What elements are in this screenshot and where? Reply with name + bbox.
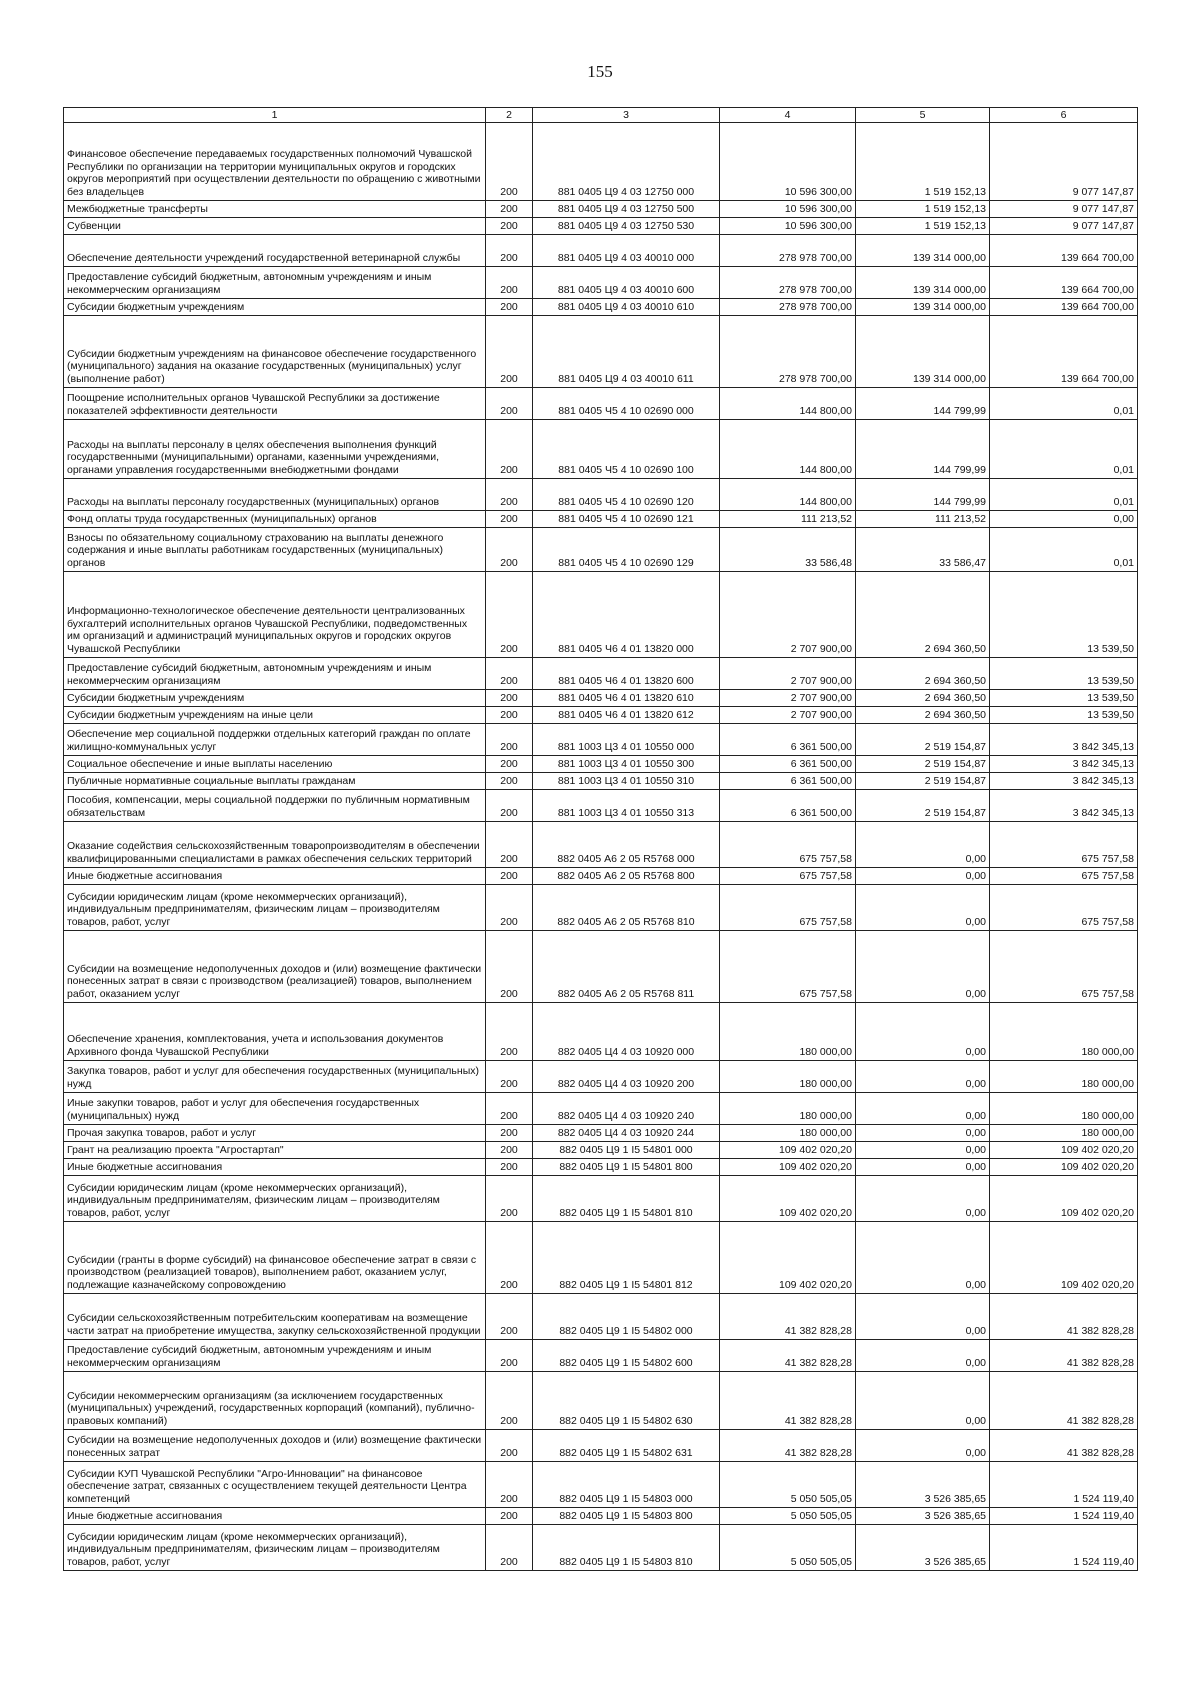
row-value-executed-cell: 0,00 (856, 1340, 990, 1372)
row-value-executed-cell: 0,00 (856, 1142, 990, 1159)
row-value-assigned-cell: 2 707 900,00 (720, 658, 856, 690)
row-code-cell: 200 (486, 885, 533, 931)
row-code-cell: 200 (486, 1142, 533, 1159)
row-kbk-cell: 882 0405 Ц4 4 03 10920 244 (533, 1125, 720, 1142)
row-kbk-cell: 881 1003 Ц3 4 01 10550 313 (533, 790, 720, 822)
table-row (64, 1430, 1138, 1462)
row-code-cell: 200 (486, 1061, 533, 1093)
row-value-executed-cell: 0,00 (856, 1159, 990, 1176)
row-code-cell: 200 (486, 1294, 533, 1340)
table-row (64, 1159, 1138, 1176)
table-row (64, 388, 1138, 420)
row-value-assigned-cell: 109 402 020,20 (720, 1222, 856, 1294)
row-value-executed-cell: 111 213,52 (856, 511, 990, 528)
row-value-executed-cell: 1 519 152,13 (856, 123, 990, 201)
row-value-executed-cell: 0,00 (856, 931, 990, 1003)
column-header: 3 (533, 108, 720, 123)
row-code-cell: 200 (486, 479, 533, 511)
row-value-remaining-cell: 0,00 (990, 511, 1138, 528)
row-kbk-cell: 882 0405 Ц9 1 I5 54802 630 (533, 1372, 720, 1430)
row-value-executed-cell: 139 314 000,00 (856, 267, 990, 299)
row-kbk-cell: 881 0405 Ч5 4 10 02690 100 (533, 420, 720, 479)
row-name-cell: Субсидии бюджетным учреждениям на финансовое обеспечение государственного (муниципального) задания на оказание государственных (муниципальных) услуг (выполнение работ) (64, 316, 486, 388)
row-code-cell: 200 (486, 1462, 533, 1508)
table-row (64, 1093, 1138, 1125)
row-value-remaining-cell: 139 664 700,00 (990, 299, 1138, 316)
table-row (64, 773, 1138, 790)
row-value-executed-cell: 2 519 154,87 (856, 790, 990, 822)
row-value-assigned-cell: 180 000,00 (720, 1061, 856, 1093)
row-code-cell: 200 (486, 267, 533, 299)
row-value-executed-cell: 0,00 (856, 1176, 990, 1222)
row-code-cell: 200 (486, 1508, 533, 1525)
row-code-cell: 200 (486, 658, 533, 690)
row-value-executed-cell: 0,00 (856, 1061, 990, 1093)
row-name-cell: Субсидии бюджетным учреждениям (64, 690, 486, 707)
row-kbk-cell: 882 0405 Ц9 1 I5 54801 810 (533, 1176, 720, 1222)
row-name-cell: Финансовое обеспечение передаваемых государственных полномочий Чувашской Республики по организации на территории муниципальных округов и городских округов мероприятий при осуществлении деятельности по обращению с животными без владельцев (64, 123, 486, 201)
row-name-cell: Предоставление субсидий бюджетным, автономным учреждениям и иным некоммерческим организациям (64, 267, 486, 299)
row-value-executed-cell: 1 519 152,13 (856, 201, 990, 218)
table-row (64, 790, 1138, 822)
row-value-executed-cell: 0,00 (856, 885, 990, 931)
table-row (64, 528, 1138, 572)
row-value-assigned-cell: 6 361 500,00 (720, 724, 856, 756)
row-value-executed-cell: 0,00 (856, 1003, 990, 1061)
row-value-remaining-cell: 139 664 700,00 (990, 235, 1138, 267)
row-value-executed-cell: 0,00 (856, 1430, 990, 1462)
row-code-cell: 200 (486, 756, 533, 773)
row-name-cell: Субсидии КУП Чувашской Республики "Агро-Инновации" на финансовое обеспечение затрат, связанных с осуществлением текущей деятельности Центра компетенций (64, 1462, 486, 1508)
row-value-executed-cell: 0,00 (856, 1222, 990, 1294)
row-kbk-cell: 882 0405 Ц9 1 I5 54803 800 (533, 1508, 720, 1525)
row-code-cell: 200 (486, 1176, 533, 1222)
row-kbk-cell: 882 0405 Ц9 1 I5 54801 000 (533, 1142, 720, 1159)
table-row (64, 316, 1138, 388)
row-value-remaining-cell: 0,01 (990, 420, 1138, 479)
row-value-assigned-cell: 5 050 505,05 (720, 1508, 856, 1525)
row-name-cell: Предоставление субсидий бюджетным, автономным учреждениям и иным некоммерческим организациям (64, 1340, 486, 1372)
row-value-remaining-cell: 41 382 828,28 (990, 1430, 1138, 1462)
row-value-remaining-cell: 180 000,00 (990, 1003, 1138, 1061)
row-kbk-cell: 881 0405 Ц9 4 03 40010 600 (533, 267, 720, 299)
row-value-executed-cell: 144 799,99 (856, 388, 990, 420)
row-value-remaining-cell: 13 539,50 (990, 690, 1138, 707)
row-code-cell: 200 (486, 868, 533, 885)
row-code-cell: 200 (486, 822, 533, 868)
row-code-cell: 200 (486, 1340, 533, 1372)
row-value-executed-cell: 144 799,99 (856, 479, 990, 511)
row-value-remaining-cell: 1 524 119,40 (990, 1525, 1138, 1571)
row-kbk-cell: 882 0405 Ц4 4 03 10920 200 (533, 1061, 720, 1093)
row-value-assigned-cell: 111 213,52 (720, 511, 856, 528)
table-row (64, 218, 1138, 235)
row-name-cell: Прочая закупка товаров, работ и услуг (64, 1125, 486, 1142)
row-value-remaining-cell: 180 000,00 (990, 1125, 1138, 1142)
row-value-executed-cell: 2 694 360,50 (856, 707, 990, 724)
row-kbk-cell: 882 0405 Ц9 1 I5 54801 812 (533, 1222, 720, 1294)
row-code-cell: 200 (486, 572, 533, 658)
row-name-cell: Обеспечение деятельности учреждений государственной ветеринарной службы (64, 235, 486, 267)
row-name-cell: Субсидии юридическим лицам (кроме некоммерческих организаций), индивидуальным предпринимателям, физическим лицам – производителям товаров, работ, услуг (64, 1176, 486, 1222)
table-row (64, 572, 1138, 658)
row-name-cell: Субвенции (64, 218, 486, 235)
row-value-remaining-cell: 109 402 020,20 (990, 1176, 1138, 1222)
row-value-assigned-cell: 33 586,48 (720, 528, 856, 572)
row-value-remaining-cell: 180 000,00 (990, 1093, 1138, 1125)
row-value-executed-cell: 0,00 (856, 1093, 990, 1125)
row-name-cell: Обеспечение мер социальной поддержки отдельных категорий граждан по оплате жилищно-коммунальных услуг (64, 724, 486, 756)
row-name-cell: Субсидии (гранты в форме субсидий) на финансовое обеспечение затрат в связи с производством (реализацией товаров), выполнением работ, оказанием услуг, подлежащие казначейскому сопровождению (64, 1222, 486, 1294)
row-code-cell: 200 (486, 1159, 533, 1176)
row-kbk-cell: 882 0405 Ц4 4 03 10920 000 (533, 1003, 720, 1061)
budget-table (63, 107, 1138, 1571)
row-name-cell: Иные закупки товаров, работ и услуг для обеспечения государственных (муниципальных) нужд (64, 1093, 486, 1125)
row-value-executed-cell: 0,00 (856, 1125, 990, 1142)
row-value-assigned-cell: 41 382 828,28 (720, 1294, 856, 1340)
row-kbk-cell: 882 0405 Ц9 1 I5 54802 000 (533, 1294, 720, 1340)
header-row (64, 108, 1138, 123)
row-value-remaining-cell: 3 842 345,13 (990, 790, 1138, 822)
row-kbk-cell: 881 0405 Ц9 4 03 40010 000 (533, 235, 720, 267)
row-name-cell: Субсидии сельскохозяйственным потребительским кооперативам на возмещение части затрат на приобретение имущества, закупку сельскохозяйственной продукции (64, 1294, 486, 1340)
row-code-cell: 200 (486, 235, 533, 267)
row-value-remaining-cell: 41 382 828,28 (990, 1340, 1138, 1372)
row-name-cell: Грант на реализацию проекта "Агростартап" (64, 1142, 486, 1159)
row-kbk-cell: 882 0405 Ц9 1 I5 54801 800 (533, 1159, 720, 1176)
page-number: 155 (587, 62, 613, 81)
row-value-remaining-cell: 3 842 345,13 (990, 773, 1138, 790)
row-value-assigned-cell: 2 707 900,00 (720, 690, 856, 707)
row-value-executed-cell: 139 314 000,00 (856, 235, 990, 267)
row-kbk-cell: 882 0405 А6 2 05 R5768 800 (533, 868, 720, 885)
row-value-executed-cell: 0,00 (856, 1372, 990, 1430)
row-name-cell: Расходы на выплаты персоналу государственных (муниципальных) органов (64, 479, 486, 511)
row-code-cell: 200 (486, 201, 533, 218)
row-kbk-cell: 881 0405 Ч5 4 10 02690 121 (533, 511, 720, 528)
row-value-remaining-cell: 0,01 (990, 388, 1138, 420)
row-value-assigned-cell: 144 800,00 (720, 420, 856, 479)
row-kbk-cell: 882 0405 Ц4 4 03 10920 240 (533, 1093, 720, 1125)
row-value-assigned-cell: 109 402 020,20 (720, 1159, 856, 1176)
column-header: 1 (64, 108, 486, 123)
row-code-cell: 200 (486, 1093, 533, 1125)
row-name-cell: Субсидии бюджетным учреждениям на иные цели (64, 707, 486, 724)
row-code-cell: 200 (486, 724, 533, 756)
row-value-assigned-cell: 6 361 500,00 (720, 773, 856, 790)
row-value-executed-cell: 2 519 154,87 (856, 724, 990, 756)
column-header: 5 (856, 108, 990, 123)
table-row (64, 885, 1138, 931)
row-value-assigned-cell: 109 402 020,20 (720, 1142, 856, 1159)
row-value-remaining-cell: 3 842 345,13 (990, 756, 1138, 773)
row-value-remaining-cell: 109 402 020,20 (990, 1159, 1138, 1176)
row-kbk-cell: 881 1003 Ц3 4 01 10550 310 (533, 773, 720, 790)
row-value-remaining-cell: 0,01 (990, 479, 1138, 511)
row-kbk-cell: 881 0405 Ч6 4 01 13820 610 (533, 690, 720, 707)
row-value-remaining-cell: 41 382 828,28 (990, 1294, 1138, 1340)
row-name-cell: Предоставление субсидий бюджетным, автономным учреждениям и иным некоммерческим организациям (64, 658, 486, 690)
table-row (64, 299, 1138, 316)
table-row (64, 1294, 1138, 1340)
row-value-remaining-cell: 180 000,00 (990, 1061, 1138, 1093)
row-value-assigned-cell: 675 757,58 (720, 868, 856, 885)
table-row (64, 724, 1138, 756)
row-name-cell: Субсидии юридическим лицам (кроме некоммерческих организаций), индивидуальным предпринимателям, физическим лицам – производителям товаров, работ, услуг (64, 1525, 486, 1571)
row-code-cell: 200 (486, 123, 533, 201)
row-name-cell: Иные бюджетные ассигнования (64, 1159, 486, 1176)
row-value-executed-cell: 0,00 (856, 1294, 990, 1340)
row-value-assigned-cell: 109 402 020,20 (720, 1176, 856, 1222)
row-value-remaining-cell: 41 382 828,28 (990, 1372, 1138, 1430)
row-value-remaining-cell: 13 539,50 (990, 572, 1138, 658)
row-name-cell: Пособия, компенсации, меры социальной поддержки по публичным нормативным обязательствам (64, 790, 486, 822)
row-value-remaining-cell: 675 757,58 (990, 868, 1138, 885)
table-row (64, 1222, 1138, 1294)
row-value-assigned-cell: 10 596 300,00 (720, 218, 856, 235)
row-name-cell: Субсидии некоммерческим организациям (за исключением государственных (муниципальных) учреждений, государственных корпораций (компаний), публично-правовых компаний) (64, 1372, 486, 1430)
row-kbk-cell: 881 0405 Ц9 4 03 12750 500 (533, 201, 720, 218)
row-code-cell: 200 (486, 1525, 533, 1571)
table-row (64, 1525, 1138, 1571)
row-code-cell: 200 (486, 931, 533, 1003)
row-value-executed-cell: 2 694 360,50 (856, 690, 990, 707)
row-value-executed-cell: 2 694 360,50 (856, 658, 990, 690)
row-name-cell: Социальное обеспечение и иные выплаты населению (64, 756, 486, 773)
row-value-executed-cell: 2 519 154,87 (856, 756, 990, 773)
row-name-cell: Оказание содействия сельскохозяйственным товаропроизводителям в обеспечении квалифицированными специалистами в рамках обеспечения сельских территорий (64, 822, 486, 868)
row-code-cell: 200 (486, 790, 533, 822)
row-value-remaining-cell: 0,01 (990, 528, 1138, 572)
row-name-cell: Публичные нормативные социальные выплаты гражданам (64, 773, 486, 790)
row-name-cell: Субсидии бюджетным учреждениям (64, 299, 486, 316)
row-kbk-cell: 882 0405 А6 2 05 R5768 811 (533, 931, 720, 1003)
table-row (64, 868, 1138, 885)
row-value-assigned-cell: 2 707 900,00 (720, 572, 856, 658)
row-name-cell: Поощрение исполнительных органов Чувашской Республики за достижение показателей эффективности деятельности (64, 388, 486, 420)
row-value-remaining-cell: 1 524 119,40 (990, 1462, 1138, 1508)
row-value-remaining-cell: 13 539,50 (990, 658, 1138, 690)
row-name-cell: Обеспечение хранения, комплектования, учета и использования документов Архивного фонда Чувашской Республики (64, 1003, 486, 1061)
row-code-cell: 200 (486, 511, 533, 528)
row-kbk-cell: 881 0405 Ч6 4 01 13820 612 (533, 707, 720, 724)
row-value-assigned-cell: 144 800,00 (720, 479, 856, 511)
table-row (64, 420, 1138, 479)
row-value-assigned-cell: 180 000,00 (720, 1093, 856, 1125)
row-value-remaining-cell: 9 077 147,87 (990, 218, 1138, 235)
row-code-cell: 200 (486, 707, 533, 724)
row-kbk-cell: 882 0405 А6 2 05 R5768 810 (533, 885, 720, 931)
row-value-assigned-cell: 6 361 500,00 (720, 756, 856, 773)
row-kbk-cell: 882 0405 А6 2 05 R5768 000 (533, 822, 720, 868)
row-kbk-cell: 881 0405 Ц9 4 03 12750 530 (533, 218, 720, 235)
table-row (64, 1142, 1138, 1159)
table-row (64, 235, 1138, 267)
row-name-cell: Иные бюджетные ассигнования (64, 1508, 486, 1525)
row-value-assigned-cell: 5 050 505,05 (720, 1462, 856, 1508)
row-value-executed-cell: 2 694 360,50 (856, 572, 990, 658)
row-code-cell: 200 (486, 316, 533, 388)
row-value-assigned-cell: 10 596 300,00 (720, 201, 856, 218)
row-value-executed-cell: 1 519 152,13 (856, 218, 990, 235)
row-value-executed-cell: 3 526 385,65 (856, 1525, 990, 1571)
row-value-remaining-cell: 13 539,50 (990, 707, 1138, 724)
row-name-cell: Фонд оплаты труда государственных (муниципальных) органов (64, 511, 486, 528)
row-kbk-cell: 881 1003 Ц3 4 01 10550 000 (533, 724, 720, 756)
table-body (64, 123, 1138, 1571)
row-value-assigned-cell: 675 757,58 (720, 885, 856, 931)
row-kbk-cell: 882 0405 Ц9 1 I5 54803 000 (533, 1462, 720, 1508)
row-kbk-cell: 881 0405 Ц9 4 03 12750 000 (533, 123, 720, 201)
row-name-cell: Информационно-технологическое обеспечение деятельности централизованных бухгалтерий исполнительных органов Чувашской Республики, подведомственных им организаций и администраций муниципальных округов и городских округов Чувашской Республики (64, 572, 486, 658)
row-code-cell: 200 (486, 1125, 533, 1142)
row-value-assigned-cell: 675 757,58 (720, 822, 856, 868)
row-kbk-cell: 881 0405 Ч6 4 01 13820 600 (533, 658, 720, 690)
row-code-cell: 200 (486, 388, 533, 420)
row-kbk-cell: 882 0405 Ц9 1 I5 54803 810 (533, 1525, 720, 1571)
row-code-cell: 200 (486, 420, 533, 479)
row-kbk-cell: 881 1003 Ц3 4 01 10550 300 (533, 756, 720, 773)
row-value-assigned-cell: 675 757,58 (720, 931, 856, 1003)
row-code-cell: 200 (486, 528, 533, 572)
row-value-executed-cell: 0,00 (856, 868, 990, 885)
table-row (64, 511, 1138, 528)
row-value-executed-cell: 2 519 154,87 (856, 773, 990, 790)
row-value-remaining-cell: 139 664 700,00 (990, 267, 1138, 299)
row-value-assigned-cell: 144 800,00 (720, 388, 856, 420)
table-row (64, 1372, 1138, 1430)
row-code-cell: 200 (486, 218, 533, 235)
table-row (64, 479, 1138, 511)
row-value-remaining-cell: 109 402 020,20 (990, 1142, 1138, 1159)
row-value-assigned-cell: 41 382 828,28 (720, 1340, 856, 1372)
row-value-executed-cell: 3 526 385,65 (856, 1508, 990, 1525)
row-kbk-cell: 881 0405 Ц9 4 03 40010 610 (533, 299, 720, 316)
table-row (64, 1125, 1138, 1142)
table-row (64, 1508, 1138, 1525)
table-row (64, 201, 1138, 218)
table-row (64, 658, 1138, 690)
row-name-cell: Расходы на выплаты персоналу в целях обеспечения выполнения функций государственными (муниципальными) органами, казенными учреждениями, органами управления государственными внебюджетными фондами (64, 420, 486, 479)
row-value-executed-cell: 33 586,47 (856, 528, 990, 572)
row-value-assigned-cell: 6 361 500,00 (720, 790, 856, 822)
row-value-assigned-cell: 278 978 700,00 (720, 299, 856, 316)
table-row (64, 1003, 1138, 1061)
row-value-remaining-cell: 675 757,58 (990, 931, 1138, 1003)
column-header: 2 (486, 108, 533, 123)
row-code-cell: 200 (486, 690, 533, 707)
row-name-cell: Иные бюджетные ассигнования (64, 868, 486, 885)
row-kbk-cell: 881 0405 Ч5 4 10 02690 000 (533, 388, 720, 420)
row-name-cell: Закупка товаров, работ и услуг для обеспечения государственных (муниципальных) нужд (64, 1061, 486, 1093)
row-value-executed-cell: 139 314 000,00 (856, 299, 990, 316)
row-value-remaining-cell: 1 524 119,40 (990, 1508, 1138, 1525)
row-code-cell: 200 (486, 1372, 533, 1430)
row-value-remaining-cell: 675 757,58 (990, 822, 1138, 868)
table-row (64, 1462, 1138, 1508)
row-value-assigned-cell: 41 382 828,28 (720, 1430, 856, 1462)
row-code-cell: 200 (486, 1003, 533, 1061)
row-value-remaining-cell: 109 402 020,20 (990, 1222, 1138, 1294)
table-row (64, 931, 1138, 1003)
row-value-assigned-cell: 10 596 300,00 (720, 123, 856, 201)
row-name-cell: Субсидии на возмещение недополученных доходов и (или) возмещение фактически понесенных затрат в связи с производством (реализацией) товаров, выполнением работ, оказанием услуг (64, 931, 486, 1003)
table-row (64, 690, 1138, 707)
row-value-assigned-cell: 278 978 700,00 (720, 235, 856, 267)
row-value-remaining-cell: 9 077 147,87 (990, 201, 1138, 218)
table-row (64, 756, 1138, 773)
row-value-remaining-cell: 139 664 700,00 (990, 316, 1138, 388)
row-kbk-cell: 881 0405 Ч5 4 10 02690 120 (533, 479, 720, 511)
row-value-remaining-cell: 9 077 147,87 (990, 123, 1138, 201)
row-value-executed-cell: 0,00 (856, 822, 990, 868)
row-kbk-cell: 882 0405 Ц9 1 I5 54802 631 (533, 1430, 720, 1462)
table-row (64, 1061, 1138, 1093)
row-code-cell: 200 (486, 1222, 533, 1294)
row-kbk-cell: 881 0405 Ч6 4 01 13820 000 (533, 572, 720, 658)
row-value-assigned-cell: 278 978 700,00 (720, 316, 856, 388)
row-value-assigned-cell: 41 382 828,28 (720, 1372, 856, 1430)
row-value-executed-cell: 3 526 385,65 (856, 1462, 990, 1508)
row-value-remaining-cell: 3 842 345,13 (990, 724, 1138, 756)
row-value-remaining-cell: 675 757,58 (990, 885, 1138, 931)
row-code-cell: 200 (486, 299, 533, 316)
row-name-cell: Субсидии юридическим лицам (кроме некоммерческих организаций), индивидуальным предпринимателям, физическим лицам – производителям товаров, работ, услуг (64, 885, 486, 931)
row-value-assigned-cell: 278 978 700,00 (720, 267, 856, 299)
table-row (64, 123, 1138, 201)
row-value-assigned-cell: 180 000,00 (720, 1125, 856, 1142)
row-kbk-cell: 882 0405 Ц9 1 I5 54802 600 (533, 1340, 720, 1372)
row-value-executed-cell: 139 314 000,00 (856, 316, 990, 388)
row-name-cell: Взносы по обязательному социальному страхованию на выплаты денежного содержания и иные выплаты работникам государственных (муниципальных) органов (64, 528, 486, 572)
table-row (64, 267, 1138, 299)
row-value-assigned-cell: 180 000,00 (720, 1003, 856, 1061)
table-row (64, 707, 1138, 724)
row-value-assigned-cell: 5 050 505,05 (720, 1525, 856, 1571)
row-value-executed-cell: 144 799,99 (856, 420, 990, 479)
table-row (64, 822, 1138, 868)
row-value-assigned-cell: 2 707 900,00 (720, 707, 856, 724)
row-kbk-cell: 881 0405 Ц9 4 03 40010 611 (533, 316, 720, 388)
row-name-cell: Субсидии на возмещение недополученных доходов и (или) возмещение фактически понесенных затрат (64, 1430, 486, 1462)
column-header: 6 (990, 108, 1138, 123)
row-kbk-cell: 881 0405 Ч5 4 10 02690 129 (533, 528, 720, 572)
row-name-cell: Межбюджетные трансферты (64, 201, 486, 218)
table-row (64, 1176, 1138, 1222)
column-header: 4 (720, 108, 856, 123)
table-row (64, 1340, 1138, 1372)
row-code-cell: 200 (486, 773, 533, 790)
row-code-cell: 200 (486, 1430, 533, 1462)
